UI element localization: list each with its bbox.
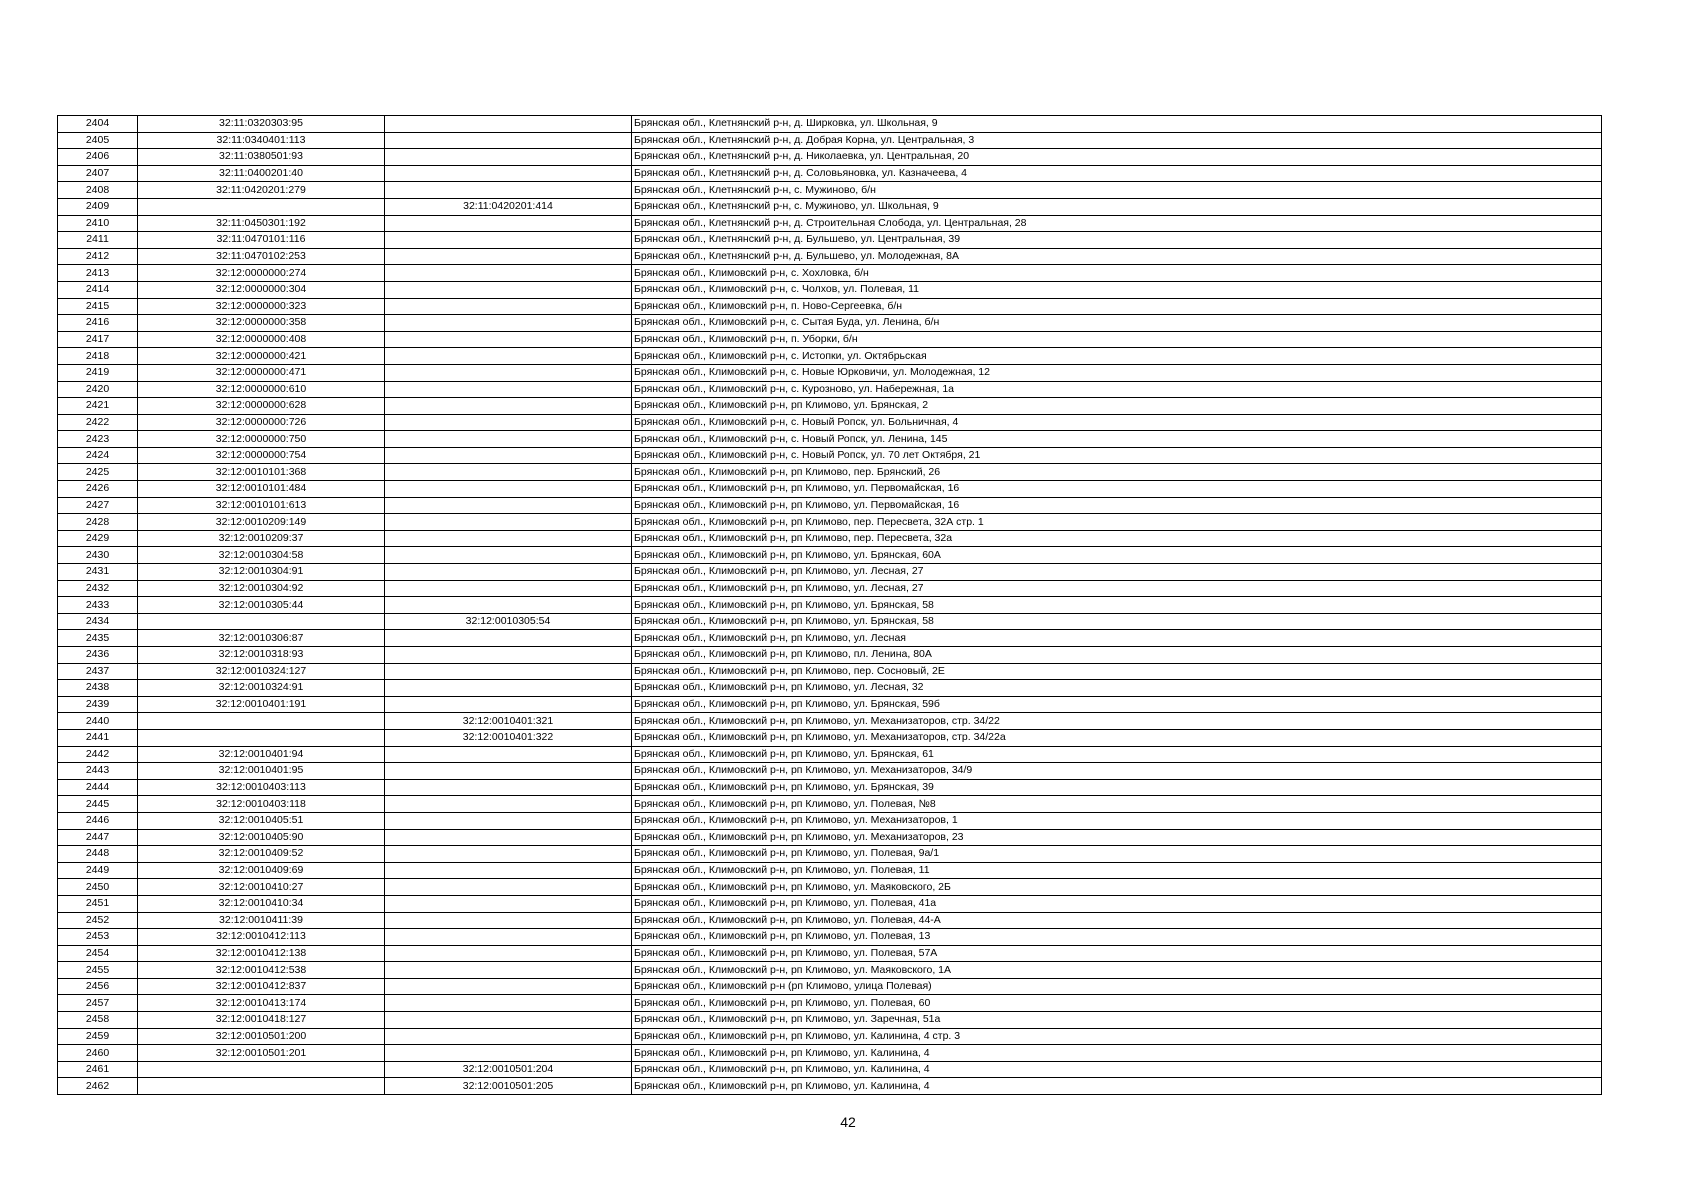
address-cell: Брянская обл., Клетнянский р-н, д. Строительная Слобода, ул. Центральная, 28 [632, 215, 1602, 232]
row-number-cell: 2432 [58, 580, 138, 597]
row-number-cell: 2459 [58, 1028, 138, 1045]
cadastral-number-cell: 32:11:0470101:116 [138, 232, 385, 249]
row-number-cell: 2441 [58, 729, 138, 746]
cadastral-number-cell: 32:12:0010401:95 [138, 763, 385, 780]
cadastral-number-cell: 32:12:0010412:138 [138, 945, 385, 962]
table-row [58, 796, 1602, 813]
address-cell: Брянская обл., Климовский р-н, с. Истопки, ул. Октябрьская [632, 348, 1602, 365]
cadastral-number-alt-cell [385, 929, 632, 946]
table-row [58, 248, 1602, 265]
address-cell: Брянская обл., Климовский р-н, рп Климово, ул. Первомайская, 16 [632, 481, 1602, 498]
cadastral-number-alt-cell: 32:12:0010305:54 [385, 613, 632, 630]
table-row [58, 879, 1602, 896]
cadastral-number-alt-cell [385, 829, 632, 846]
table-row [58, 116, 1602, 133]
address-cell: Брянская обл., Климовский р-н, рп Климово, ул. Механизаторов, 23 [632, 829, 1602, 846]
cadastral-number-cell [138, 613, 385, 630]
table-row [58, 1045, 1602, 1062]
table-row [58, 331, 1602, 348]
cadastral-number-cell: 32:12:0010318:93 [138, 647, 385, 664]
page-number: 42 [840, 1114, 856, 1130]
table-row [58, 713, 1602, 730]
address-cell: Брянская обл., Климовский р-н, рп Климово, ул. Полевая, 44-А [632, 912, 1602, 929]
row-number-cell: 2445 [58, 796, 138, 813]
cadastral-number-alt-cell [385, 779, 632, 796]
row-number-cell: 2444 [58, 779, 138, 796]
row-number-cell: 2440 [58, 713, 138, 730]
cadastral-number-alt-cell: 32:12:0010401:322 [385, 729, 632, 746]
address-cell: Брянская обл., Климовский р-н, рп Климово, ул. Брянская, 58 [632, 597, 1602, 614]
cadastral-number-alt-cell [385, 547, 632, 564]
address-cell: Брянская обл., Климовский р-н, рп Климово, ул. Маяковского, 1А [632, 962, 1602, 979]
address-cell: Брянская обл., Климовский р-н, рп Климово, пер. Брянский, 26 [632, 464, 1602, 481]
cadastral-number-cell: 32:11:0450301:192 [138, 215, 385, 232]
table-row [58, 1078, 1602, 1095]
address-cell: Брянская обл., Климовский р-н, рп Климово, ул. Заречная, 51а [632, 1012, 1602, 1029]
address-cell: Брянская обл., Климовский р-н, рп Климово, пер. Сосновый, 2Е [632, 663, 1602, 680]
table-row [58, 978, 1602, 995]
address-cell: Брянская обл., Климовский р-н, рп Климово, ул. Брянская, 58 [632, 613, 1602, 630]
cadastral-number-alt-cell [385, 1045, 632, 1062]
cadastral-number-alt-cell: 32:12:0010501:205 [385, 1078, 632, 1095]
address-cell: Брянская обл., Климовский р-н, рп Климово, ул. Полевая, 11 [632, 862, 1602, 879]
table-row [58, 132, 1602, 149]
table-row [58, 265, 1602, 282]
table-row [58, 597, 1602, 614]
address-cell: Брянская обл., Климовский р-н, рп Климово, ул. Полевая, 41а [632, 895, 1602, 912]
cadastral-number-cell: 32:11:0470102:253 [138, 248, 385, 265]
cadastral-number-cell: 32:12:0000000:274 [138, 265, 385, 282]
table-row [58, 812, 1602, 829]
cadastral-number-alt-cell [385, 746, 632, 763]
cadastral-number-cell: 32:12:0010405:51 [138, 812, 385, 829]
cadastral-number-alt-cell [385, 580, 632, 597]
cadastral-number-cell: 32:12:0010401:94 [138, 746, 385, 763]
address-cell: Брянская обл., Климовский р-н, рп Климово, ул. Калинина, 4 [632, 1078, 1602, 1095]
row-number-cell: 2437 [58, 663, 138, 680]
cadastral-number-alt-cell [385, 895, 632, 912]
row-number-cell: 2425 [58, 464, 138, 481]
table-row [58, 647, 1602, 664]
address-cell: Брянская обл., Климовский р-н, рп Климово, ул. Механизаторов, 1 [632, 812, 1602, 829]
row-number-cell: 2446 [58, 812, 138, 829]
address-cell: Брянская обл., Клетнянский р-н, с. Мужиново, б/н [632, 182, 1602, 199]
address-cell: Брянская обл., Климовский р-н, рп Климово, ул. Полевая, 57А [632, 945, 1602, 962]
table-row [58, 1061, 1602, 1078]
table-row [58, 348, 1602, 365]
cadastral-number-cell: 32:12:0010403:118 [138, 796, 385, 813]
address-cell: Брянская обл., Климовский р-н, рп Климово, ул. Первомайская, 16 [632, 497, 1602, 514]
cadastral-number-alt-cell [385, 647, 632, 664]
address-cell: Брянская обл., Климовский р-н, рп Климово, ул. Брянская, 2 [632, 398, 1602, 415]
table-row [58, 414, 1602, 431]
cadastral-number-cell: 32:12:0010101:484 [138, 481, 385, 498]
address-cell: Брянская обл., Климовский р-н, рп Климово, ул. Полевая, 9а/1 [632, 846, 1602, 863]
table-row [58, 530, 1602, 547]
address-cell: Брянская обл., Климовский р-н, с. Сытая Буда, ул. Ленина, б/н [632, 315, 1602, 332]
row-number-cell: 2428 [58, 514, 138, 531]
cadastral-number-cell: 32:12:0010410:34 [138, 895, 385, 912]
row-number-cell: 2439 [58, 696, 138, 713]
address-cell: Брянская обл., Климовский р-н, с. Чолхов, ул. Полевая, 11 [632, 281, 1602, 298]
cadastral-number-cell: 32:12:0000000:358 [138, 315, 385, 332]
cadastral-number-alt-cell [385, 232, 632, 249]
row-number-cell: 2422 [58, 414, 138, 431]
address-cell: Брянская обл., Климовский р-н, рп Климово, ул. Калинина, 4 [632, 1061, 1602, 1078]
address-cell: Брянская обл., Клетнянский р-н, д. Соловьяновка, ул. Казначеева, 4 [632, 165, 1602, 182]
address-cell: Брянская обл., Климовский р-н, рп Климово, ул. Брянская, 61 [632, 746, 1602, 763]
row-number-cell: 2434 [58, 613, 138, 630]
row-number-cell: 2429 [58, 530, 138, 547]
table-row [58, 165, 1602, 182]
cadastral-number-cell: 32:12:0010405:90 [138, 829, 385, 846]
cadastral-number-cell: 32:12:0000000:323 [138, 298, 385, 315]
cadastral-number-cell: 32:11:0400201:40 [138, 165, 385, 182]
row-number-cell: 2455 [58, 962, 138, 979]
table-row [58, 846, 1602, 863]
table-row [58, 215, 1602, 232]
cadastral-number-cell: 32:12:0010409:69 [138, 862, 385, 879]
table-row [58, 895, 1602, 912]
cadastral-number-alt-cell [385, 165, 632, 182]
cadastral-number-alt-cell [385, 149, 632, 166]
row-number-cell: 2430 [58, 547, 138, 564]
cadastral-number-cell: 32:12:0010403:113 [138, 779, 385, 796]
cadastral-number-cell: 32:12:0010412:538 [138, 962, 385, 979]
cadastral-number-cell: 32:12:0010306:87 [138, 630, 385, 647]
address-cell: Брянская обл., Климовский р-н, с. Новые Юрковичи, ул. Молодежная, 12 [632, 364, 1602, 381]
cadastral-number-alt-cell [385, 514, 632, 531]
table-row [58, 929, 1602, 946]
cadastral-number-cell: 32:12:0000000:754 [138, 447, 385, 464]
row-number-cell: 2447 [58, 829, 138, 846]
address-cell: Брянская обл., Климовский р-н, с. Хохловка, б/н [632, 265, 1602, 282]
cadastral-number-cell: 32:12:0010409:52 [138, 846, 385, 863]
table-row [58, 298, 1602, 315]
address-cell: Брянская обл., Климовский р-н, рп Климово, ул. Калинина, 4 стр. 3 [632, 1028, 1602, 1045]
address-cell: Брянская обл., Климовский р-н, рп Климово, ул. Механизаторов, 34/9 [632, 763, 1602, 780]
cadastral-number-cell: 32:12:0000000:471 [138, 364, 385, 381]
address-cell: Брянская обл., Клетнянский р-н, д. Бульшево, ул. Молодежная, 8А [632, 248, 1602, 265]
table-row [58, 364, 1602, 381]
row-number-cell: 2421 [58, 398, 138, 415]
row-number-cell: 2404 [58, 116, 138, 133]
registry-table-body [58, 116, 1602, 1095]
cadastral-number-alt-cell [385, 696, 632, 713]
address-cell: Брянская обл., Климовский р-н, рп Климово, ул. Лесная, 27 [632, 580, 1602, 597]
cadastral-number-cell: 32:12:0000000:750 [138, 431, 385, 448]
address-cell: Брянская обл., Климовский р-н, п. Уборки, б/н [632, 331, 1602, 348]
cadastral-number-cell: 32:11:0340401:113 [138, 132, 385, 149]
row-number-cell: 2436 [58, 647, 138, 664]
cadastral-number-alt-cell [385, 497, 632, 514]
table-row [58, 613, 1602, 630]
row-number-cell: 2460 [58, 1045, 138, 1062]
row-number-cell: 2449 [58, 862, 138, 879]
cadastral-number-cell: 32:11:0420201:279 [138, 182, 385, 199]
table-row [58, 829, 1602, 846]
cadastral-number-alt-cell [385, 812, 632, 829]
cadastral-number-cell: 32:12:0010401:191 [138, 696, 385, 713]
address-cell: Брянская обл., Климовский р-н, рп Климово, ул. Полевая, 60 [632, 995, 1602, 1012]
row-number-cell: 2452 [58, 912, 138, 929]
cadastral-number-alt-cell [385, 995, 632, 1012]
cadastral-number-alt-cell [385, 945, 632, 962]
cadastral-number-cell: 32:12:0000000:408 [138, 331, 385, 348]
cadastral-number-alt-cell [385, 530, 632, 547]
cadastral-number-cell: 32:12:0010101:368 [138, 464, 385, 481]
address-cell: Брянская обл., Клетнянский р-н, д. Николаевка, ул. Центральная, 20 [632, 149, 1602, 166]
row-number-cell: 2423 [58, 431, 138, 448]
table-row [58, 198, 1602, 215]
row-number-cell: 2409 [58, 198, 138, 215]
address-cell: Брянская обл., Климовский р-н, рп Климово, ул. Полевая, №8 [632, 796, 1602, 813]
table-row [58, 398, 1602, 415]
cadastral-number-alt-cell [385, 879, 632, 896]
cadastral-number-alt-cell [385, 962, 632, 979]
cadastral-number-alt-cell [385, 398, 632, 415]
address-cell: Брянская обл., Климовский р-н, рп Климово, ул. Брянская, 60А [632, 547, 1602, 564]
row-number-cell: 2433 [58, 597, 138, 614]
row-number-cell: 2414 [58, 281, 138, 298]
cadastral-number-cell: 32:12:0010418:127 [138, 1012, 385, 1029]
row-number-cell: 2438 [58, 680, 138, 697]
row-number-cell: 2431 [58, 564, 138, 581]
row-number-cell: 2443 [58, 763, 138, 780]
table-row [58, 149, 1602, 166]
cadastral-number-cell: 32:12:0000000:304 [138, 281, 385, 298]
cadastral-number-cell: 32:12:0000000:726 [138, 414, 385, 431]
row-number-cell: 2420 [58, 381, 138, 398]
table-row [58, 580, 1602, 597]
row-number-cell: 2442 [58, 746, 138, 763]
cadastral-number-cell: 32:12:0010324:127 [138, 663, 385, 680]
cadastral-number-alt-cell [385, 132, 632, 149]
row-number-cell: 2424 [58, 447, 138, 464]
table-row [58, 729, 1602, 746]
cadastral-number-cell: 32:12:0010413:174 [138, 995, 385, 1012]
row-number-cell: 2415 [58, 298, 138, 315]
cadastral-number-cell: 32:12:0000000:610 [138, 381, 385, 398]
address-cell: Брянская обл., Климовский р-н, п. Ново-Сергеевка, б/н [632, 298, 1602, 315]
address-cell: Брянская обл., Климовский р-н, с. Новый Ропск, ул. Ленина, 145 [632, 431, 1602, 448]
table-row [58, 182, 1602, 199]
row-number-cell: 2417 [58, 331, 138, 348]
table-row [58, 564, 1602, 581]
cadastral-number-cell [138, 1078, 385, 1095]
cadastral-number-alt-cell [385, 348, 632, 365]
cadastral-number-alt-cell [385, 862, 632, 879]
cadastral-number-alt-cell [385, 564, 632, 581]
cadastral-number-cell: 32:12:0010324:91 [138, 680, 385, 697]
row-number-cell: 2461 [58, 1061, 138, 1078]
cadastral-number-cell: 32:12:0010411:39 [138, 912, 385, 929]
cadastral-number-alt-cell [385, 630, 632, 647]
cadastral-number-cell: 32:12:0010412:837 [138, 978, 385, 995]
table-row [58, 779, 1602, 796]
cadastral-number-cell: 32:12:0010410:27 [138, 879, 385, 896]
address-cell: Брянская обл., Климовский р-н, рп Климово, ул. Лесная, 27 [632, 564, 1602, 581]
address-cell: Брянская обл., Климовский р-н, рп Климово, ул. Лесная [632, 630, 1602, 647]
cadastral-number-alt-cell [385, 281, 632, 298]
row-number-cell: 2453 [58, 929, 138, 946]
cadastral-number-alt-cell [385, 1028, 632, 1045]
cadastral-number-cell: 32:12:0010304:91 [138, 564, 385, 581]
cadastral-number-alt-cell: 32:12:0010401:321 [385, 713, 632, 730]
row-number-cell: 2450 [58, 879, 138, 896]
row-number-cell: 2418 [58, 348, 138, 365]
cadastral-number-alt-cell [385, 912, 632, 929]
cadastral-number-alt-cell [385, 796, 632, 813]
table-row [58, 315, 1602, 332]
cadastral-number-cell [138, 729, 385, 746]
cadastral-number-cell: 32:12:0010501:201 [138, 1045, 385, 1062]
address-cell: Брянская обл., Климовский р-н, с. Курозново, ул. Набережная, 1а [632, 381, 1602, 398]
address-cell: Брянская обл., Климовский р-н, рп Климово, ул. Лесная, 32 [632, 680, 1602, 697]
table-row [58, 381, 1602, 398]
cadastral-number-alt-cell [385, 331, 632, 348]
table-row [58, 547, 1602, 564]
address-cell: Брянская обл., Климовский р-н, рп Климово, ул. Механизаторов, стр. 34/22 [632, 713, 1602, 730]
table-row [58, 862, 1602, 879]
row-number-cell: 2454 [58, 945, 138, 962]
address-cell: Брянская обл., Климовский р-н, рп Климово, пл. Ленина, 80А [632, 647, 1602, 664]
row-number-cell: 2406 [58, 149, 138, 166]
cadastral-number-alt-cell [385, 248, 632, 265]
cadastral-number-cell: 32:11:0320303:95 [138, 116, 385, 133]
cadastral-number-cell: 32:12:0010101:613 [138, 497, 385, 514]
table-row [58, 912, 1602, 929]
table-row [58, 945, 1602, 962]
cadastral-number-alt-cell [385, 182, 632, 199]
address-cell: Брянская обл., Климовский р-н, с. Новый Ропск, ул. Больничная, 4 [632, 414, 1602, 431]
cadastral-number-alt-cell [385, 978, 632, 995]
address-cell: Брянская обл., Климовский р-н, рп Климово, ул. Калинина, 4 [632, 1045, 1602, 1062]
cadastral-number-alt-cell [385, 215, 632, 232]
cadastral-number-cell [138, 713, 385, 730]
table-row [58, 232, 1602, 249]
row-number-cell: 2451 [58, 895, 138, 912]
cadastral-number-cell: 32:12:0010209:149 [138, 514, 385, 531]
cadastral-number-alt-cell: 32:11:0420201:414 [385, 198, 632, 215]
table-row [58, 497, 1602, 514]
address-cell: Брянская обл., Климовский р-н, рп Климово, ул. Брянская, 39 [632, 779, 1602, 796]
address-cell: Брянская обл., Климовский р-н, рп Климово, пер. Пересвета, 32А стр. 1 [632, 514, 1602, 531]
address-cell: Брянская обл., Климовский р-н, с. Новый Ропск, ул. 70 лет Октября, 21 [632, 447, 1602, 464]
table-row [58, 663, 1602, 680]
row-number-cell: 2426 [58, 481, 138, 498]
row-number-cell: 2462 [58, 1078, 138, 1095]
table-row [58, 962, 1602, 979]
row-number-cell: 2411 [58, 232, 138, 249]
cadastral-number-cell [138, 198, 385, 215]
row-number-cell: 2405 [58, 132, 138, 149]
cadastral-number-cell: 32:11:0380501:93 [138, 149, 385, 166]
address-cell: Брянская обл., Климовский р-н, рп Климово, ул. Механизаторов, стр. 34/22а [632, 729, 1602, 746]
row-number-cell: 2407 [58, 165, 138, 182]
row-number-cell: 2458 [58, 1012, 138, 1029]
table-row [58, 481, 1602, 498]
address-cell: Брянская обл., Клетнянский р-н, д. Бульшево, ул. Центральная, 39 [632, 232, 1602, 249]
row-number-cell: 2410 [58, 215, 138, 232]
table-row [58, 464, 1602, 481]
row-number-cell: 2457 [58, 995, 138, 1012]
table-row [58, 763, 1602, 780]
table-row [58, 995, 1602, 1012]
row-number-cell: 2448 [58, 846, 138, 863]
row-number-cell: 2412 [58, 248, 138, 265]
cadastral-number-cell: 32:12:0010209:37 [138, 530, 385, 547]
row-number-cell: 2435 [58, 630, 138, 647]
cadastral-number-alt-cell [385, 381, 632, 398]
cadastral-number-alt-cell [385, 1012, 632, 1029]
cadastral-number-alt-cell [385, 431, 632, 448]
cadastral-number-alt-cell [385, 298, 632, 315]
cadastral-number-alt-cell [385, 414, 632, 431]
table-row [58, 281, 1602, 298]
cadastral-number-alt-cell [385, 265, 632, 282]
cadastral-number-cell: 32:12:0000000:628 [138, 398, 385, 415]
cadastral-number-alt-cell [385, 846, 632, 863]
table-row [58, 746, 1602, 763]
address-cell: Брянская обл., Клетнянский р-н, д. Ширковка, ул. Школьная, 9 [632, 116, 1602, 133]
cadastral-number-alt-cell [385, 447, 632, 464]
address-cell: Брянская обл., Климовский р-н, рп Климово, ул. Брянская, 59б [632, 696, 1602, 713]
cadastral-number-cell: 32:12:0010501:200 [138, 1028, 385, 1045]
address-cell: Брянская обл., Климовский р-н, рп Климово, ул. Полевая, 13 [632, 929, 1602, 946]
cadastral-number-cell: 32:12:0000000:421 [138, 348, 385, 365]
cadastral-number-alt-cell [385, 116, 632, 133]
row-number-cell: 2413 [58, 265, 138, 282]
row-number-cell: 2416 [58, 315, 138, 332]
cadastral-number-alt-cell [385, 481, 632, 498]
address-cell: Брянская обл., Климовский р-н (рп Климово, улица Полевая) [632, 978, 1602, 995]
table-row [58, 1028, 1602, 1045]
registry-table [57, 115, 1602, 1095]
table-row [58, 1012, 1602, 1029]
cadastral-number-alt-cell [385, 464, 632, 481]
address-cell: Брянская обл., Климовский р-н, рп Климово, ул. Маяковского, 2Б [632, 879, 1602, 896]
address-cell: Брянская обл., Клетнянский р-н, д. Добрая Корна, ул. Центральная, 3 [632, 132, 1602, 149]
address-cell: Брянская обл., Климовский р-н, рп Климово, пер. Пересвета, 32а [632, 530, 1602, 547]
table-row [58, 696, 1602, 713]
table-row [58, 514, 1602, 531]
cadastral-number-alt-cell: 32:12:0010501:204 [385, 1061, 632, 1078]
cadastral-number-alt-cell [385, 315, 632, 332]
cadastral-number-alt-cell [385, 663, 632, 680]
table-row [58, 630, 1602, 647]
row-number-cell: 2456 [58, 978, 138, 995]
cadastral-number-alt-cell [385, 763, 632, 780]
cadastral-number-alt-cell [385, 597, 632, 614]
cadastral-number-alt-cell [385, 364, 632, 381]
cadastral-number-alt-cell [385, 680, 632, 697]
table-row [58, 431, 1602, 448]
row-number-cell: 2427 [58, 497, 138, 514]
cadastral-number-cell: 32:12:0010412:113 [138, 929, 385, 946]
row-number-cell: 2408 [58, 182, 138, 199]
table-row [58, 447, 1602, 464]
cadastral-number-cell: 32:12:0010305:44 [138, 597, 385, 614]
cadastral-number-cell: 32:12:0010304:58 [138, 547, 385, 564]
cadastral-number-cell: 32:12:0010304:92 [138, 580, 385, 597]
table-row [58, 680, 1602, 697]
address-cell: Брянская обл., Клетнянский р-н, с. Мужиново, ул. Школьная, 9 [632, 198, 1602, 215]
row-number-cell: 2419 [58, 364, 138, 381]
cadastral-number-cell [138, 1061, 385, 1078]
